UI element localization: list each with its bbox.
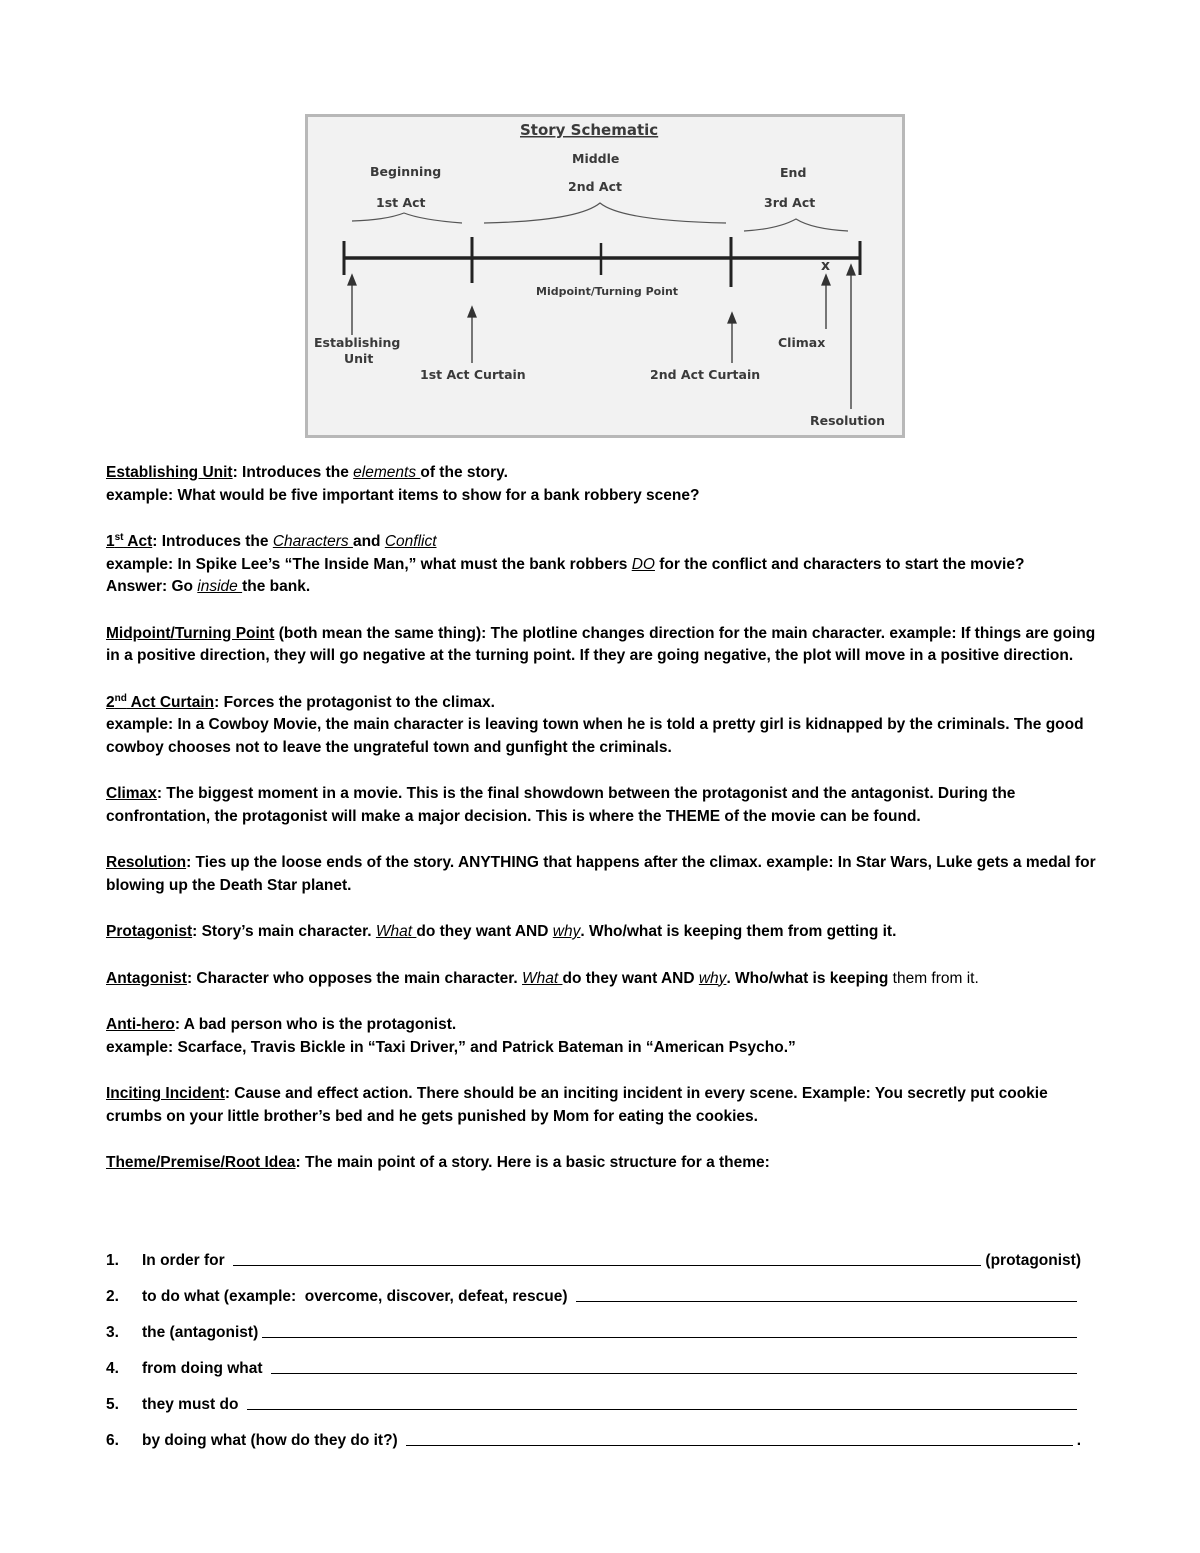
item-number: 4. (106, 1360, 119, 1377)
term-antihero: Anti-hero (106, 1016, 175, 1033)
antagonist-text-b: do they want AND (562, 969, 699, 987)
label-establishing-2: Unit (344, 351, 374, 366)
antihero-example: example: Scarface, Travis Bickle in “Taxi Driver,” and Patrick Bateman in “American Psycho.” (106, 1038, 796, 1056)
term-protagonist: Protagonist (106, 923, 193, 940)
diagram-title: Story Schematic (520, 121, 659, 139)
label-establishing-1: Establishing (314, 335, 401, 350)
section-antihero (106, 1014, 1096, 1059)
theme-text: : The main point of a story. Here is a basic structure for a theme: (295, 1154, 770, 1171)
fill-in-blank[interactable] (406, 1444, 1073, 1446)
theme-item (106, 1378, 1081, 1414)
antagonist-definition (106, 968, 1096, 991)
protagonist-text-b: do they want AND (416, 923, 553, 940)
section-antagonist (106, 968, 1096, 991)
item-tail: . (1076, 1432, 1081, 1449)
item-number: 3. (106, 1324, 119, 1341)
arrowhead-climax (822, 275, 830, 285)
term-inciting-incident: Inciting Incident (106, 1085, 225, 1102)
midpoint-definition (106, 623, 1096, 668)
act1-text-a: : Introduces the (152, 533, 273, 550)
antihero-text: : A bad person who is the protagonist. (174, 1016, 457, 1033)
label-act2-curtain: 2nd Act Curtain (650, 367, 761, 382)
term-antagonist: Antagonist (106, 969, 187, 987)
resolution-text: : Ties up the loose ends of the story. ANYTHING that happens after the climax. example: In Star Wars, Luke gets a medal for blowing up the Death Star planet. (106, 854, 1096, 894)
act2-text: : Forces the protagonist to the climax. (214, 693, 495, 711)
act1-term-rest: Act (123, 533, 153, 550)
arrowhead-establishing (348, 275, 356, 285)
theme-item (106, 1342, 1081, 1378)
section-act1 (106, 531, 1096, 599)
label-end: End (780, 165, 807, 180)
item-label: to do what (example: overcome, discover, defeat, rescue) (142, 1288, 572, 1305)
antagonist-emph-what: What (522, 969, 563, 987)
fill-in-blank[interactable] (576, 1300, 1077, 1302)
inciting-definition (106, 1083, 1096, 1128)
establishing-text-b: of the story. (420, 464, 508, 481)
theme-item (106, 1234, 1081, 1270)
climax-text: : The biggest moment in a movie. This is the final showdown between the protagonist and the antagonist. During the confrontation, the protagonist will make a major decision. This is where the THEME of the movie can be found. (106, 785, 1016, 825)
establishing-example: example: What would be five important items to show for a bank robbery scene? (106, 486, 700, 504)
item-label: In order for (142, 1252, 229, 1269)
antagonist-text-c: . Who/what is keeping (726, 969, 889, 987)
label-midpoint: Midpoint/Turning Point (536, 285, 679, 298)
theme-item (106, 1306, 1081, 1342)
brace-act3 (744, 219, 848, 231)
definitions (106, 462, 1096, 1199)
act1-text-b: and (352, 533, 385, 550)
section-midpoint (106, 623, 1096, 668)
act1-example-b: for the conflict and characters to start the movie? (654, 555, 1025, 573)
protagonist-definition (106, 921, 1096, 944)
fill-in-blank[interactable] (247, 1408, 1077, 1410)
item-label: by doing what (how do they do it?) (142, 1432, 403, 1449)
section-climax (106, 783, 1096, 828)
fill-in-blank[interactable] (262, 1336, 1077, 1338)
label-middle: Middle (572, 151, 620, 166)
label-climax: Climax (778, 335, 826, 350)
label-act2: 2nd Act (568, 179, 622, 194)
section-inciting (106, 1083, 1096, 1128)
term-1st-act (106, 533, 152, 550)
label-act3: 3rd Act (764, 195, 816, 210)
term-2nd-act-curtain (106, 694, 214, 711)
brace-act1 (352, 213, 462, 223)
inciting-text: : Cause and effect action. There should be an inciting incident in every scene. Example: You secretly put cookie crumbs on your little brother’s bed and he gets punished by Mom for eating the cookies. (106, 1085, 1048, 1125)
item-number: 2. (106, 1288, 119, 1305)
term-midpoint: Midpoint/Turning Point (106, 624, 275, 642)
item-number: 5. (106, 1396, 119, 1413)
brace-act2 (484, 203, 726, 223)
term-climax: Climax (106, 785, 157, 802)
section-resolution (106, 852, 1096, 897)
label-beginning: Beginning (370, 164, 442, 179)
item-tail: (protagonist) (985, 1252, 1081, 1269)
fill-in-blank[interactable] (271, 1372, 1077, 1374)
protagonist-emph-why: why (552, 923, 581, 940)
act1-answer-b: the bank. (242, 578, 311, 595)
act2-term-rest: Act Curtain (126, 693, 215, 711)
antagonist-emph-why: why (698, 969, 727, 987)
establishing-emph: elements (353, 464, 421, 481)
fill-in-blank[interactable] (233, 1264, 981, 1266)
item-label: they must do (142, 1396, 243, 1413)
schematic-svg (308, 117, 902, 435)
item-label: the (antagonist) (142, 1324, 259, 1341)
protagonist-text-c: . Who/what is keeping them from getting it. (580, 923, 897, 940)
act1-example-emph: DO (631, 555, 655, 573)
antagonist-text-d: them from it. (888, 969, 979, 987)
section-establishing (106, 462, 1096, 507)
climax-definition (106, 783, 1096, 828)
arrowhead-act2-curtain (728, 313, 736, 323)
label-resolution: Resolution (810, 413, 886, 428)
theme-definition (106, 1152, 1096, 1175)
midpoint-text: (both mean the same thing): The plotline changes direction for the main character. example: If things are going in a positive direction, they will go negative at the turning point. If they are going negative, the plot will move in a positive direction. (106, 624, 1096, 664)
label-act1: 1st Act (376, 195, 426, 210)
label-act1-curtain: 1st Act Curtain (420, 367, 526, 382)
arrowhead-resolution (847, 265, 855, 275)
act1-answer-emph: inside (197, 578, 243, 595)
act1-term-sup: st (114, 531, 124, 543)
act2-definition (106, 692, 1096, 715)
act2-example: example: In a Cowboy Movie, the main character is leaving town when he is told a pretty girl is kidnapped by the criminals. The good cowboy chooses not to leave the ungrateful town and gunfight the criminals. (106, 716, 1084, 756)
theme-item (106, 1270, 1081, 1306)
climax-mark: x (821, 258, 831, 274)
act2-term-sup: nd (114, 692, 127, 704)
section-theme (106, 1152, 1096, 1175)
act1-answer-a: Answer: Go (106, 578, 198, 595)
antihero-definition (106, 1014, 1096, 1037)
term-resolution: Resolution (106, 854, 187, 871)
act1-answer (106, 576, 1096, 599)
act1-definition (106, 531, 1096, 554)
section-act2 (106, 692, 1096, 760)
act1-example (106, 554, 1096, 577)
act2-term-num: 2 (106, 693, 115, 711)
term-theme: Theme/Premise/Root Idea (106, 1154, 296, 1171)
protagonist-emph-what: What (375, 923, 417, 940)
item-label: from doing what (142, 1360, 267, 1377)
item-number: 1. (106, 1252, 119, 1269)
act1-example-a: example: In Spike Lee’s “The Inside Man,” what must the bank robbers (106, 555, 632, 573)
theme-structure-list (106, 1234, 1081, 1450)
arrowhead-act1-curtain (468, 307, 476, 317)
story-schematic-diagram (305, 114, 905, 438)
term-establishing-unit: Establishing Unit (106, 464, 233, 481)
theme-item (106, 1414, 1081, 1450)
resolution-definition (106, 852, 1096, 897)
act1-emph-characters: Characters (272, 533, 353, 550)
antagonist-text-a: : Character who opposes the main character. (186, 969, 523, 987)
establishing-definition (106, 462, 1096, 485)
protagonist-text-a: : Story’s main character. (192, 923, 376, 940)
act1-emph-conflict: Conflict (384, 533, 437, 550)
establishing-text-a: : Introduces the (232, 464, 354, 481)
act1-term-num: 1 (106, 533, 115, 550)
item-number: 6. (106, 1432, 119, 1449)
section-protagonist (106, 921, 1096, 944)
